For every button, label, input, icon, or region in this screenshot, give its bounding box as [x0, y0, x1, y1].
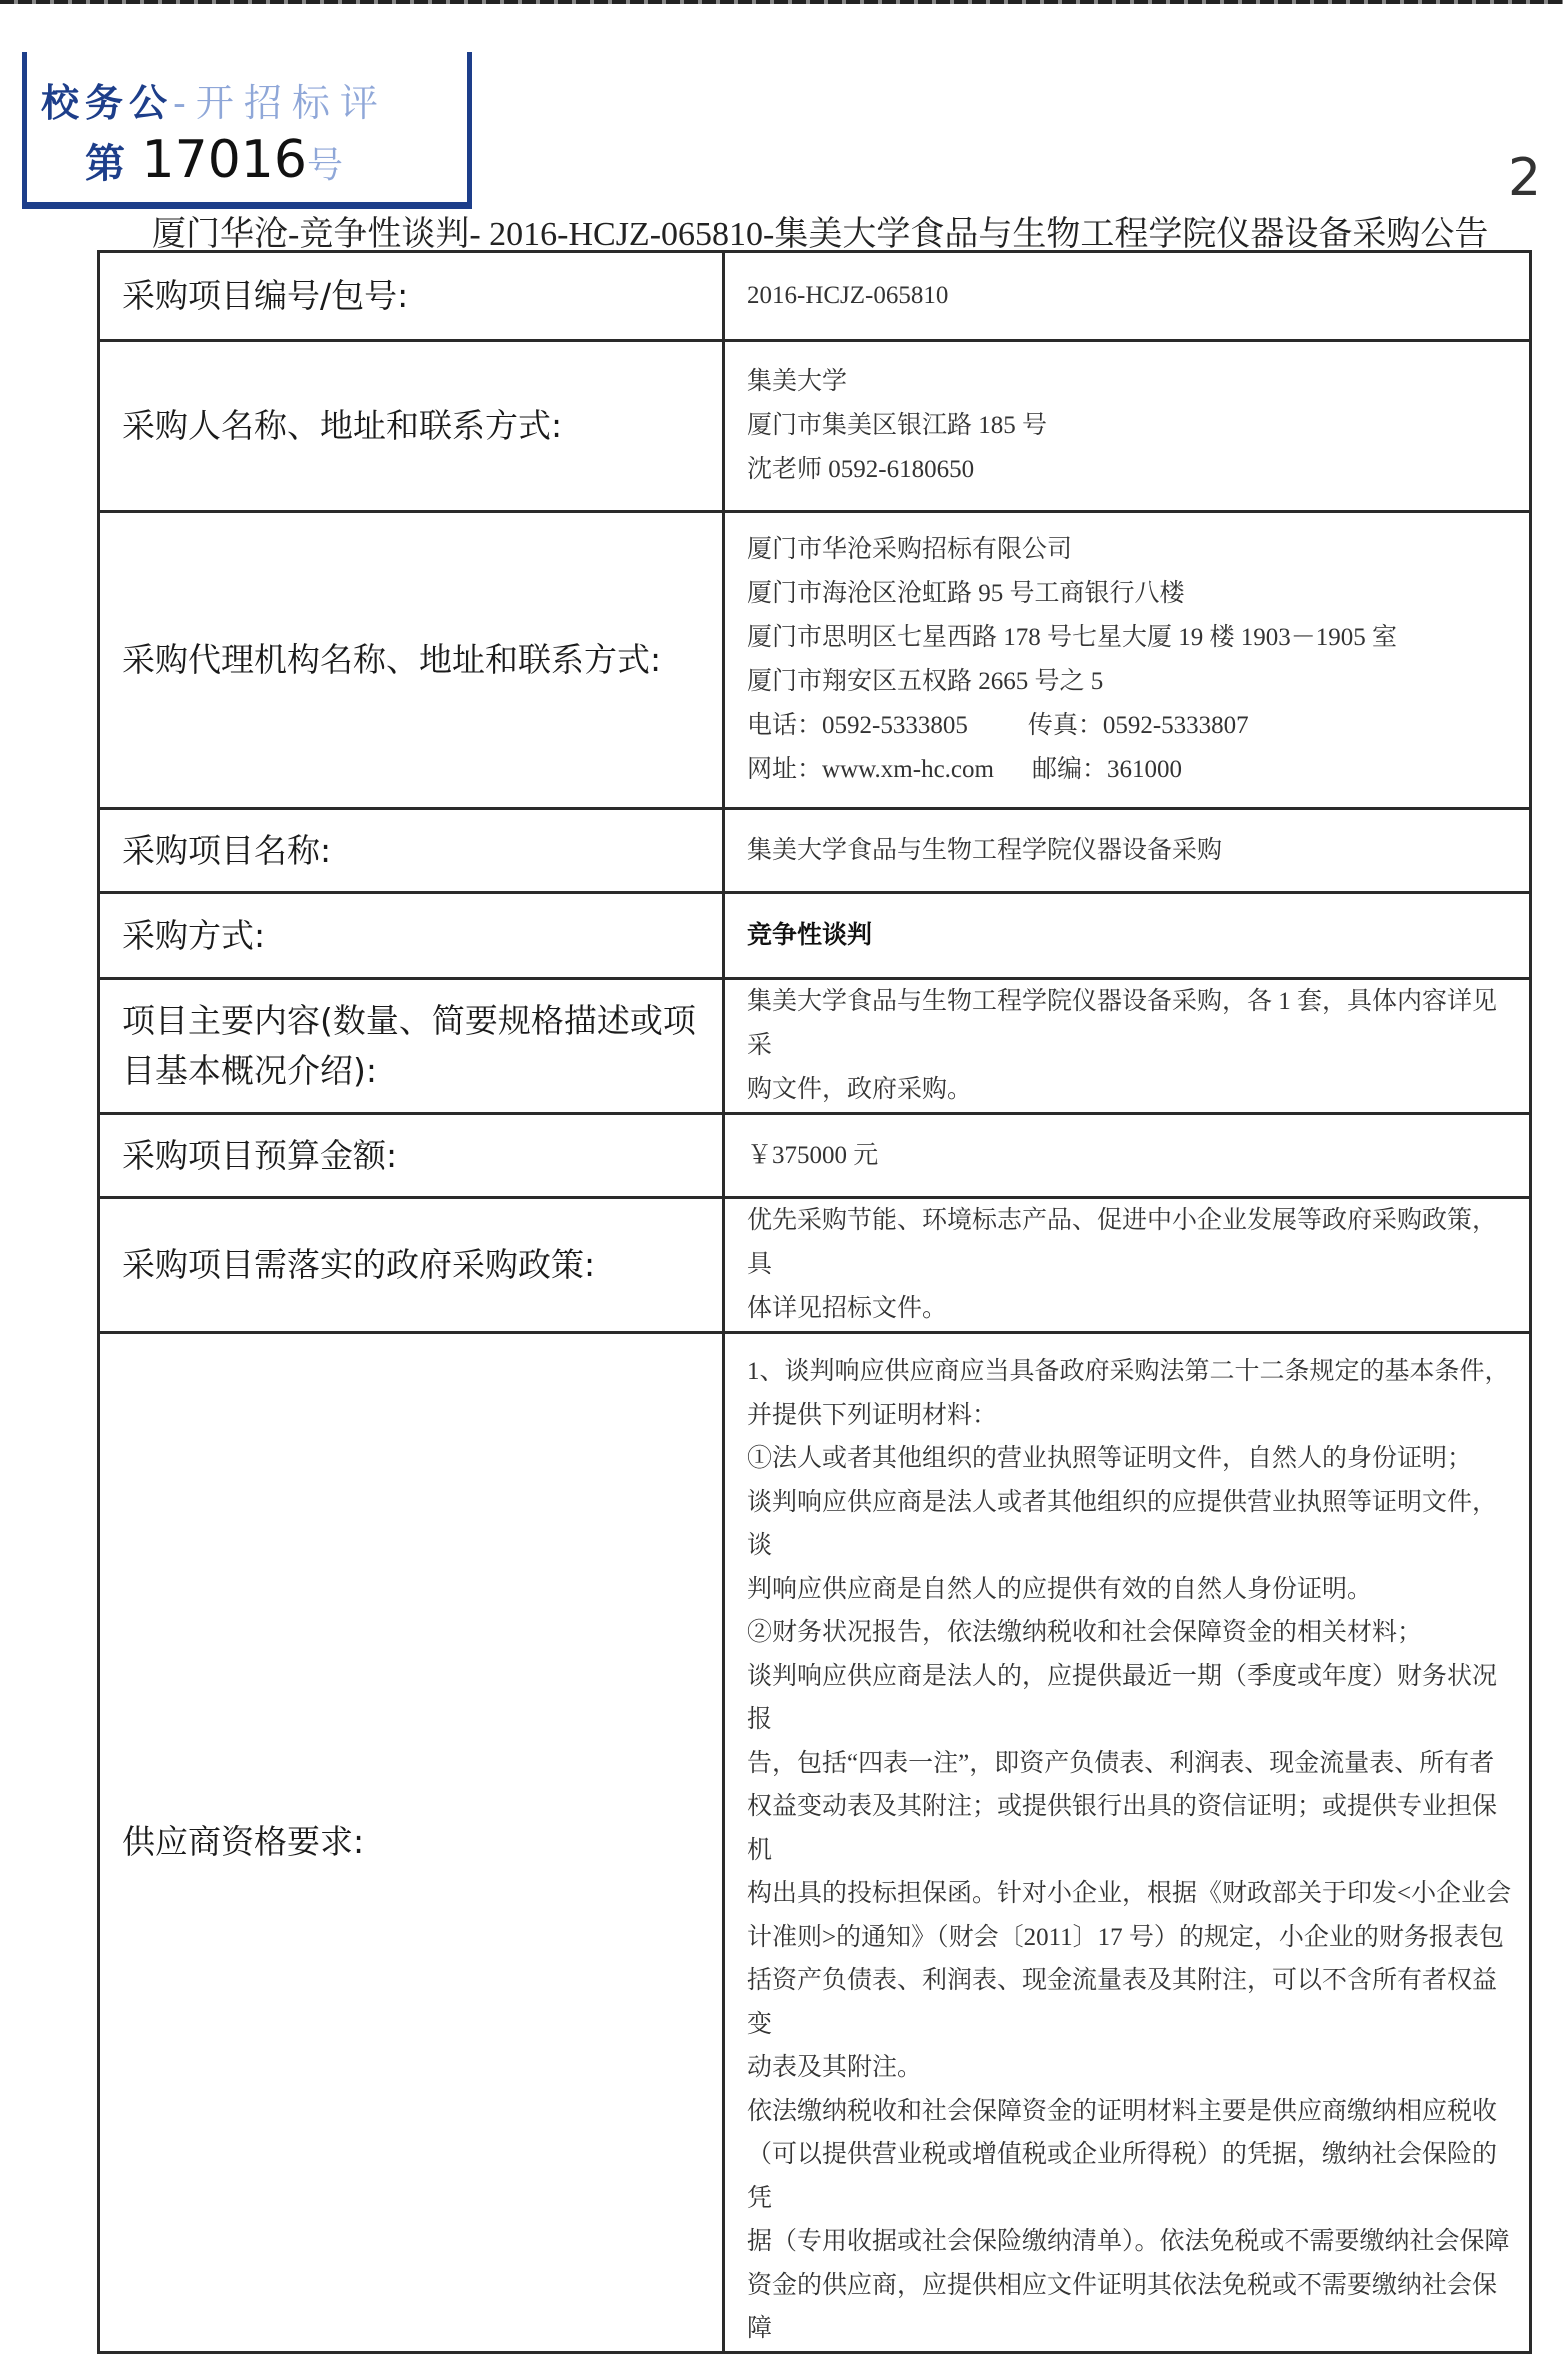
project-name: 集美大学食品与生物工程学院仪器设备采购 — [747, 836, 1223, 864]
stamp-number-suffix: 号 — [306, 145, 343, 186]
agency-address-3: 厦门市翔安区五权路 2665 号之 5 — [747, 668, 1104, 695]
table-row-project-number — [99, 252, 1531, 341]
requirement-line: 依法缴纳税收和社会保障资金的证明材料主要是供应商缴纳相应税收 — [747, 2097, 1498, 2125]
requirement-line: （可以提供营业税或增值税或企业所得税）的凭据，缴纳社会保险的凭 — [747, 2141, 1498, 2212]
row-label: 采购项目需落实的政府采购政策: — [99, 1198, 724, 1333]
row-value — [724, 1114, 1531, 1198]
policy-line: 优先采购节能、环境标志产品、促进中小企业发展等政府采购政策，具 — [747, 1207, 1498, 1278]
announcement-table — [97, 250, 1532, 2354]
requirement-line: ①法人或者其他组织的营业执照等证明文件，自然人的身份证明； — [747, 1445, 1473, 1472]
row-value — [724, 809, 1531, 893]
row-label: 采购项目预算金额: — [99, 1114, 724, 1198]
postcode-value: 361000 — [1106, 756, 1182, 783]
stamp-office-faint: -开招标评 — [173, 81, 388, 125]
row-value — [724, 1198, 1531, 1333]
requirement-line: 1、谈判响应供应商应当具备政府采购法第二十二条规定的基本条件， — [747, 1358, 1510, 1385]
row-label-line: 目基本概况介绍): — [122, 1051, 377, 1090]
website-link[interactable]: www.xm-hc.com — [822, 756, 994, 783]
row-label: 采购项目名称: — [99, 809, 724, 893]
website-label: 网址： — [747, 756, 823, 783]
agency-web-postcode — [747, 748, 1513, 792]
budget-amount: ￥375000 元 — [747, 1141, 879, 1169]
table-row-budget — [99, 1114, 1531, 1198]
policy-line: 体详见招标文件。 — [747, 1295, 948, 1322]
stamp-office-bold: 校务公 — [41, 80, 174, 125]
office-receipt-stamp — [22, 52, 472, 209]
row-value — [724, 252, 1531, 341]
stamp-number-prefix: 第 — [85, 141, 125, 187]
requirement-line: 括资产负债表、利润表、现金流量表及其附注，可以不含所有者权益变 — [747, 1967, 1498, 2038]
requirement-line: 判响应供应商是自然人的应提供有效的自然人身份证明。 — [747, 1575, 1373, 1603]
row-label: 采购方式: — [99, 893, 724, 979]
row-label: 采购人名称、地址和联系方式: — [99, 341, 724, 512]
phone-label: 电话： — [747, 712, 823, 739]
row-value — [724, 893, 1531, 979]
requirement-line: 谈判响应供应商是法人的，应提供最近一期（季度或年度）财务状况报 — [747, 1662, 1498, 1733]
stamp-number — [85, 130, 343, 190]
row-label-line: 项目主要内容(数量、简要规格描述或项 — [122, 1001, 696, 1040]
phone-value: 0592-5333805 — [822, 712, 968, 739]
row-value — [724, 1333, 1531, 2353]
requirement-line: 谈判响应供应商是法人或者其他组织的应提供营业执照等证明文件，谈 — [747, 1488, 1498, 1559]
document-title: 厦门华沧-竞争性谈判- 2016-HCJZ-065810-集美大学食品与生物工程学院仪器设备采购公告 — [152, 216, 1489, 253]
stamp-office-text — [41, 72, 388, 127]
fax-value: 0592-5333807 — [1102, 712, 1249, 739]
purchaser-address: 厦门市集美区银江路 185 号 — [747, 412, 1048, 439]
table-row-policy — [99, 1198, 1531, 1333]
table-row-supplier-requirements — [99, 1333, 1531, 2353]
requirement-line: ②财务状况报告，依法缴纳税收和社会保障资金的相关材料； — [747, 1619, 1423, 1646]
table-row-agency — [99, 512, 1531, 809]
main-content-line: 购文件，政府采购。 — [747, 1076, 973, 1103]
procurement-method: 竞争性谈判 — [747, 921, 873, 949]
row-value — [724, 341, 1531, 512]
requirement-line: 据（专用收据或社会保险缴纳清单）。依法免税或不需要缴纳社会保障 — [747, 2228, 1510, 2255]
requirement-line: 告，包括“四表一注”，即资产负债表、利润表、现金流量表、所有者 — [747, 1749, 1495, 1777]
project-number: 2016-HCJZ-065810 — [747, 282, 949, 309]
purchaser-contact: 沈老师 0592-6180650 — [747, 456, 975, 483]
table-row-purchaser — [99, 341, 1531, 512]
row-label: 供应商资格要求: — [99, 1333, 724, 2353]
postcode-label: 邮编： — [1031, 756, 1107, 783]
agency-phone-fax — [747, 704, 1513, 748]
scan-top-edge — [0, 0, 1563, 4]
row-value — [724, 979, 1531, 1114]
row-label: 采购代理机构名称、地址和联系方式: — [99, 512, 724, 809]
requirement-line: 权益变动表及其附注；或提供银行出具的资信证明；或提供专业担保机 — [747, 1793, 1498, 1864]
requirement-line: 动表及其附注。 — [747, 2054, 923, 2081]
purchaser-name: 集美大学 — [747, 368, 848, 395]
main-content-line: 集美大学食品与生物工程学院仪器设备采购，各 1 套，具体内容详见采 — [747, 988, 1498, 1059]
row-label: 采购项目编号/包号: — [99, 252, 724, 341]
fax-label: 传真： — [1027, 712, 1103, 739]
table-row-procurement-method — [99, 893, 1531, 979]
agency-name: 厦门市华沧采购招标有限公司 — [747, 536, 1073, 563]
requirement-line: 构出具的投标担保函。针对小企业，根据《财政部关于印发<小企业会 — [747, 1880, 1512, 1907]
row-label — [99, 979, 724, 1114]
table-row-main-content — [99, 979, 1531, 1114]
table-row-project-name — [99, 809, 1531, 893]
row-value — [724, 512, 1531, 809]
agency-address-2: 厦门市思明区七星西路 178 号七星大厦 19 楼 1903－1905 室 — [747, 624, 1398, 651]
stamp-handwritten-number: 17016 — [141, 130, 307, 190]
requirement-line: 计准则>的通知》（财会〔2011〕17 号）的规定，小企业的财务报表包 — [747, 1923, 1504, 1951]
handwritten-page-number: 2 — [1508, 148, 1542, 208]
requirement-line: 资金的供应商，应提供相应文件证明其依法免税或不需要缴纳社会保障 — [747, 2271, 1498, 2342]
requirement-line: 并提供下列证明材料： — [747, 1401, 998, 1429]
agency-address-1: 厦门市海沧区沧虹路 95 号工商银行八楼 — [747, 580, 1185, 607]
